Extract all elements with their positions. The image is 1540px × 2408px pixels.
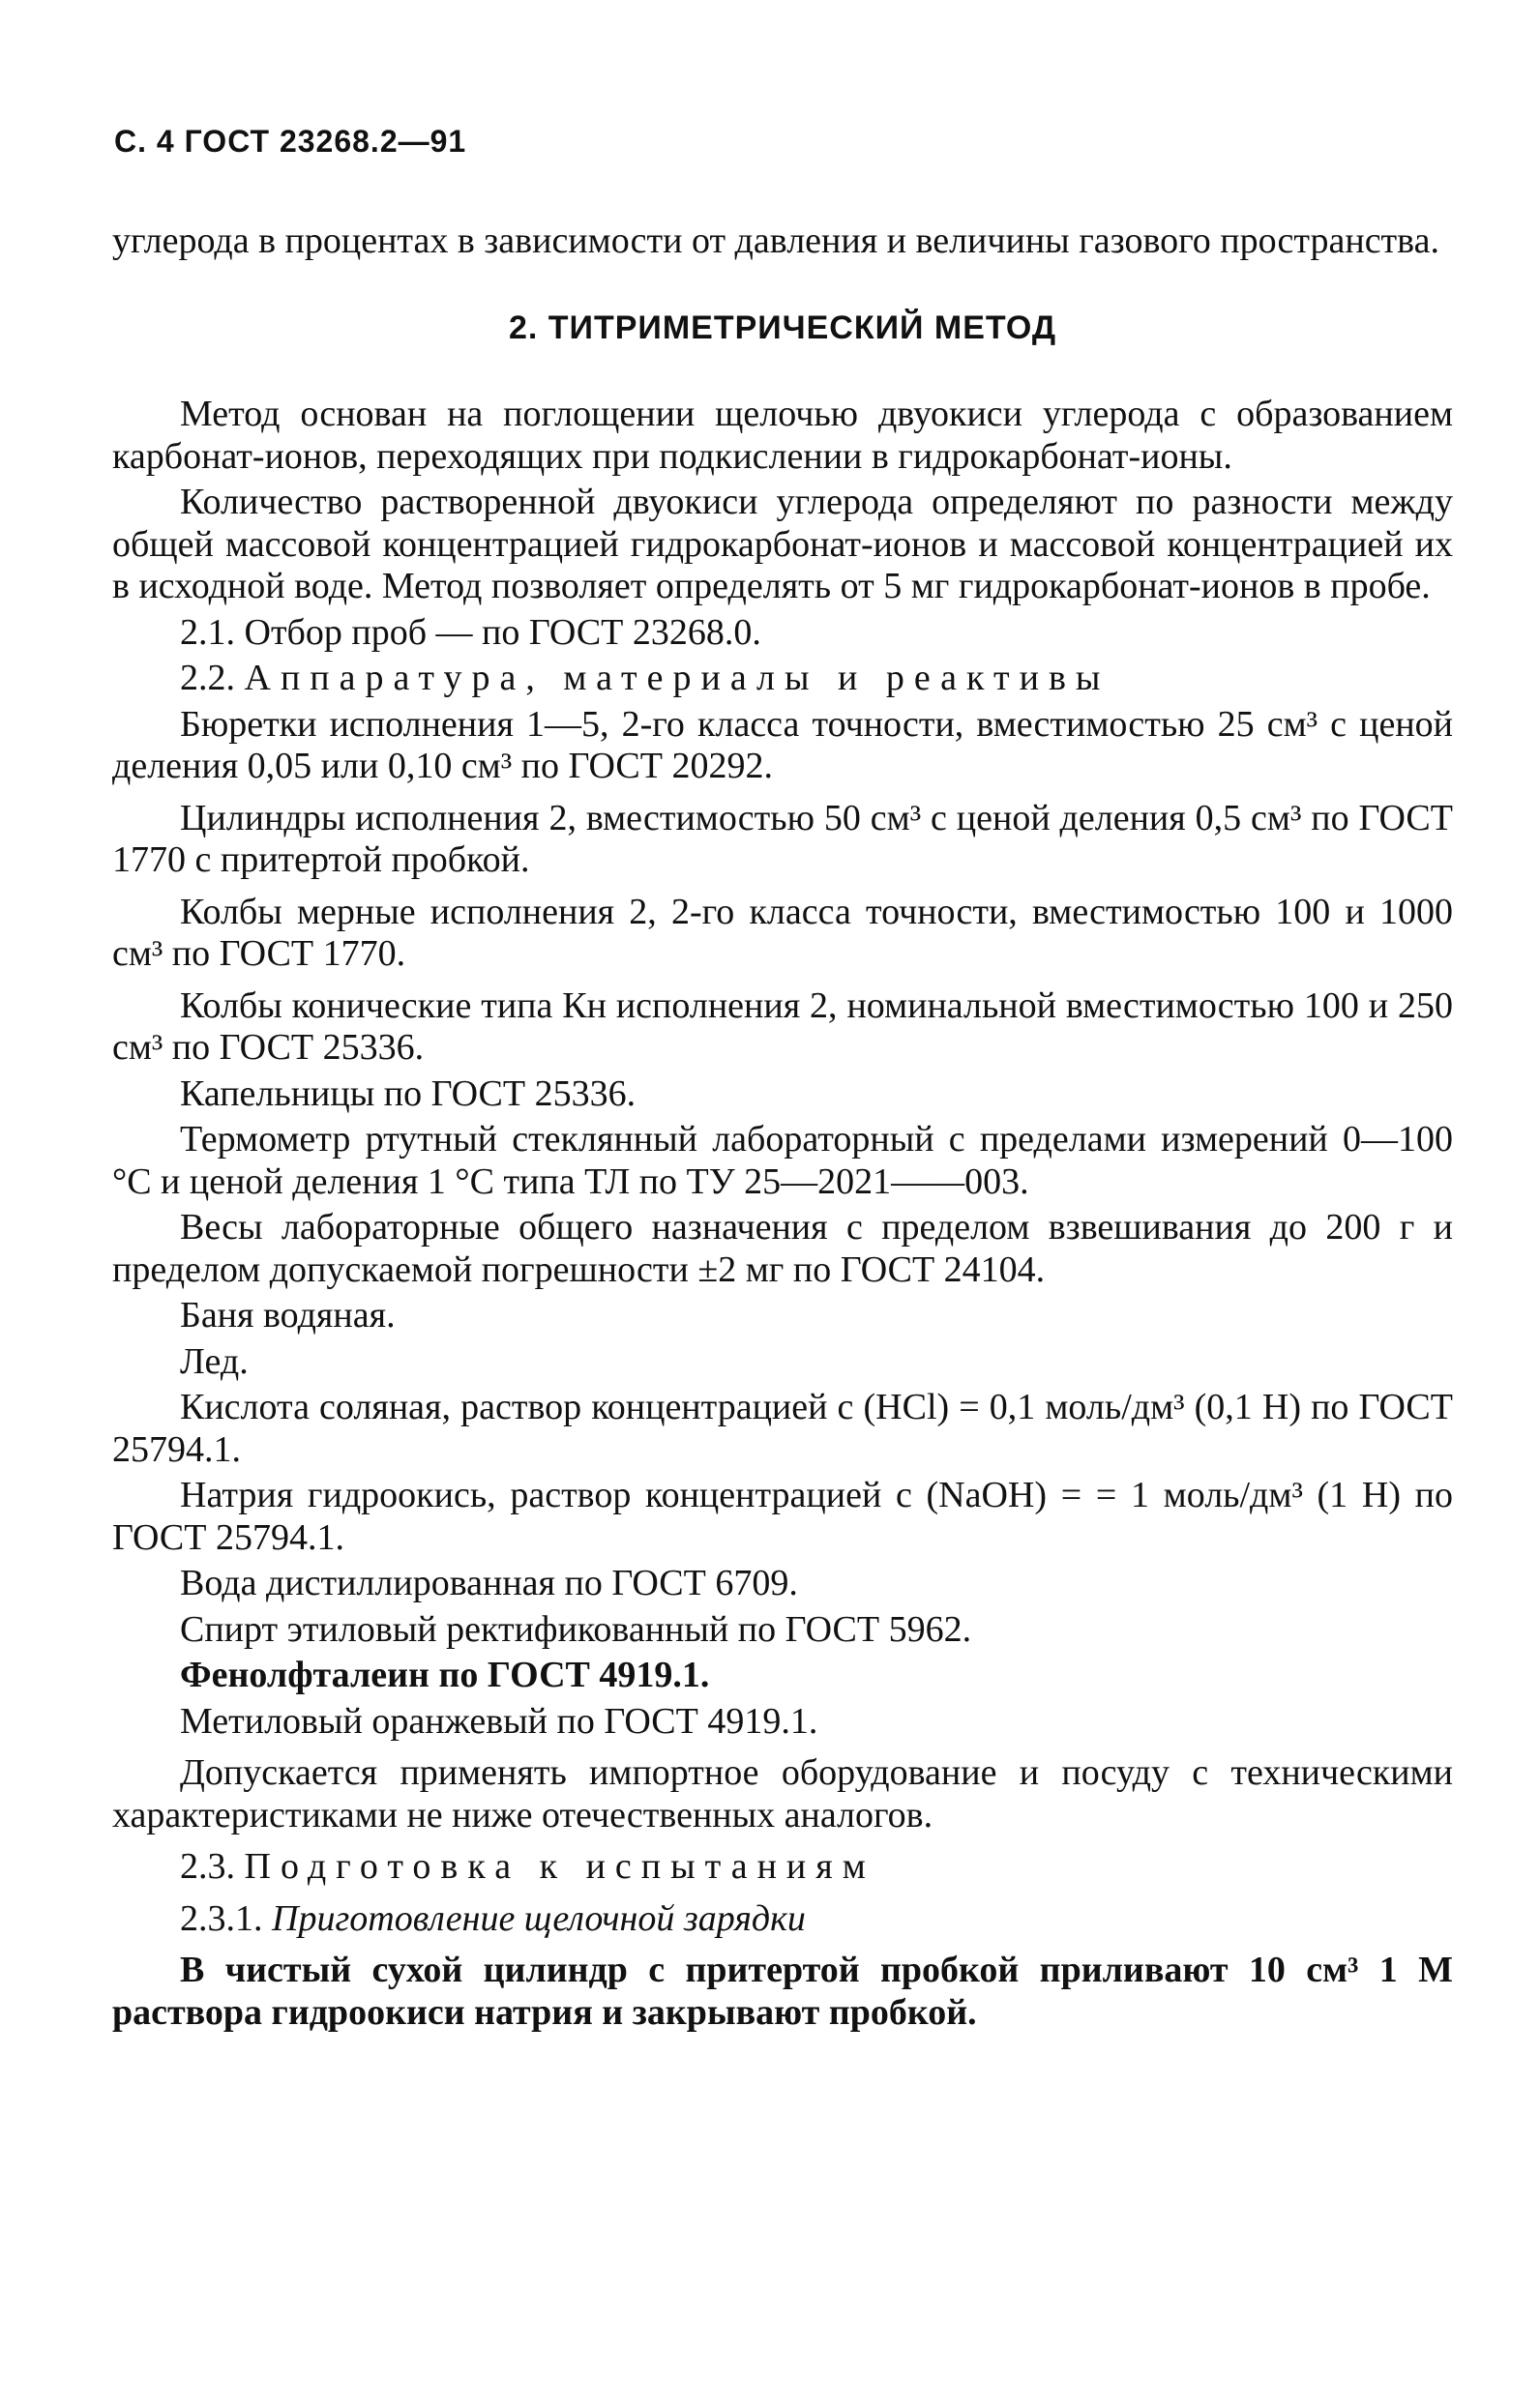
clause-title: Приготовление щелочной зарядки — [272, 1897, 806, 1939]
clause-number: 2.2. — [180, 658, 245, 698]
item-hydrochloric-acid: Кислота соляная, раствор концентрацией с (HCl) = 0,1 моль/дм³ (0,1 Н) по ГОСТ 25794.1. — [112, 1387, 1453, 1470]
section-heading: 2. ТИТРИМЕТРИЧЕСКИЙ МЕТОД — [508, 308, 1057, 346]
item-distilled-water: Вода дистиллированная по ГОСТ 6709. — [180, 1563, 798, 1603]
item-droppers: Капельницы по ГОСТ 25336. — [180, 1072, 637, 1114]
clause-2-1: 2.1. Отбор проб — по ГОСТ 23268.0. — [180, 611, 761, 653]
item-volumetric-flasks: Колбы мерные исполнения 2, 2-го класса точности, вместимостью 100 и 1000 см³ по ГОСТ 1770. — [112, 891, 1453, 974]
paragraph-method: Метод основан на поглощении щелочью двуокиси углерода с образованием карбонат-ионов, переходящих при подкислении в гидрокарбонат-ионы. — [112, 394, 1453, 477]
clause-title: Аппаратура, материалы и реактивы — [244, 658, 1111, 698]
clause-2-3-1 — [112, 1898, 1453, 1941]
item-sodium-hydroxide: Натрия гидроокись, раствор концентрацией с (NaOH) = = 1 моль/дм³ (1 Н) по ГОСТ 25794.1. — [112, 1475, 1453, 1558]
item-ethyl-alcohol: Спирт этиловый ректификованный по ГОСТ 5962. — [180, 1608, 972, 1650]
page-header: С. 4 ГОСТ 23268.2—91 — [114, 124, 467, 159]
item-conical-flasks: Колбы конические типа Кн исполнения 2, номинальной вместимостью 100 и 250 см³ по ГОСТ 25336. — [112, 984, 1453, 1068]
item-scales: Весы лабораторные общего назначения с пределом взвешивания до 200 г и пределом допускаемой погрешности ±2 мг по ГОСТ 24104. — [112, 1207, 1453, 1290]
clause-2-3 — [112, 1846, 1453, 1889]
item-burettes: Бюретки исполнения 1—5, 2-го класса точности, вместимостью 25 см³ с ценой деления 0,05 или 0,10 см³ по ГОСТ 20292. — [112, 703, 1453, 786]
clause-number: 2.3. — [180, 1846, 245, 1887]
item-methyl-orange: Метиловый оранжевый по ГОСТ 4919.1. — [180, 1700, 818, 1742]
paragraph-imported-equipment: Допускается применять импортное оборудование и посуду с техническими характеристиками не ниже отечественных аналогов. — [112, 1752, 1453, 1835]
item-cylinders: Цилиндры исполнения 2, вместимостью 50 см³ с ценой деления 0,5 см³ по ГОСТ 1770 с притертой пробкой. — [112, 797, 1453, 880]
clause-title: Подготовка к испытаниям — [244, 1846, 875, 1887]
item-thermometer: Термометр ртутный стеклянный лабораторный с пределами измерений 0—100 °С и ценой деления 1 °С типа ТЛ по ТУ 25—2021——003. — [112, 1119, 1453, 1202]
paragraph-quantity: Количество растворенной двуокиси углерода определяют по разности между общей массовой концентрацией гидрокарбонат-ионов и массовой концентрацией их в исходной воде. Метод позволяет определять от 5 мг гидрокарбонат-ионов в пробе. — [112, 482, 1453, 606]
document-body — [112, 220, 1453, 2034]
item-ice: Лед. — [180, 1340, 249, 1382]
item-phenolphthalein: Фенолфталеин по ГОСТ 4919.1. — [180, 1655, 710, 1695]
item-water-bath: Баня водяная. — [180, 1295, 396, 1336]
paragraph-continuation: углерода в процентах в зависимости от давления и величины газового пространства. — [112, 220, 1439, 261]
clause-2-2 — [112, 658, 1453, 700]
clause-number: 2.3.1. — [180, 1897, 272, 1939]
paragraph-preparation: В чистый сухой цилиндр с притертой пробкой приливают 10 см³ 1 М раствора гидроокиси натрия и закрывают пробкой. — [112, 1950, 1453, 2033]
